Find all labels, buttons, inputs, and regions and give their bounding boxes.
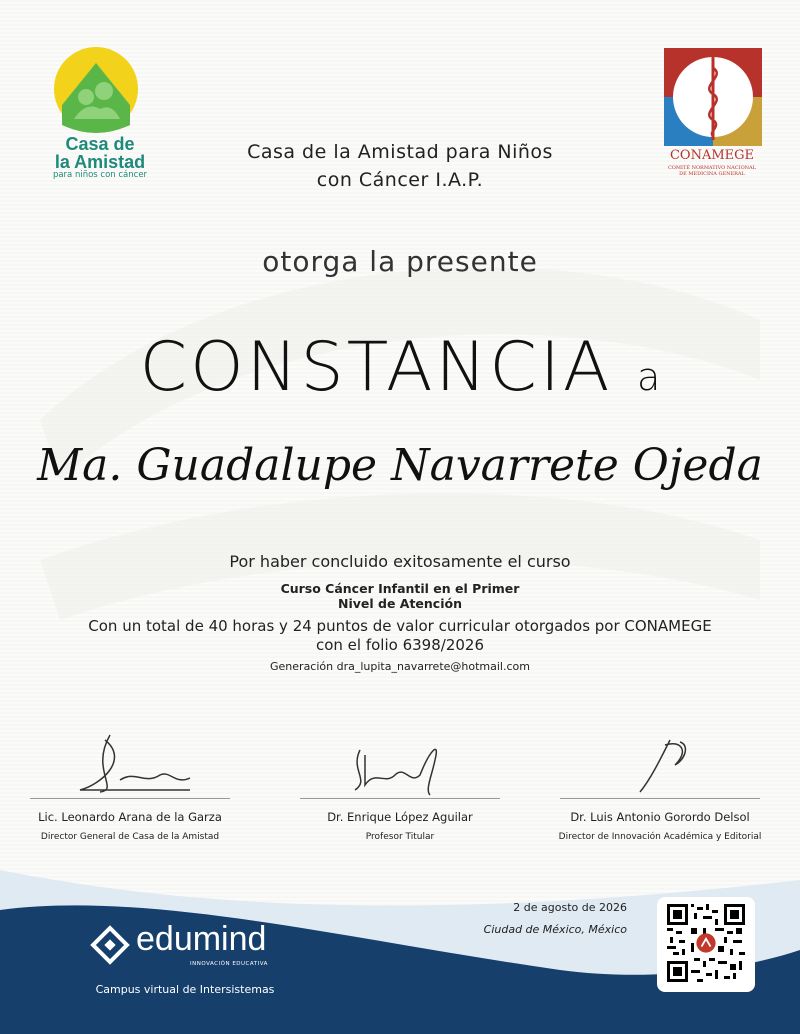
conamege-name: CONAMEGE [669,148,755,163]
edumind-logo-icon [90,925,130,965]
issuer-line2: con Cáncer I.A.P. [316,169,484,191]
signer-role-3: Director de Innovación Académica y Editorial [558,832,762,842]
course-line1: Curso Cáncer Infantil en el Primer [280,581,520,596]
title-main: CONSTANCIA [139,328,613,407]
grants-text: otorga la presente [262,245,538,278]
course-line2: Nivel de Atención [338,596,462,611]
signer-name-3: Dr. Luis Antonio Gorordo Delsol [570,810,750,824]
completion-text: Por haber concluido exitosamente el curso [229,552,571,571]
issue-date: 2 de agosto de 2026 [513,901,627,914]
issuer [0,138,800,194]
casa-logo-line1: Casa de [65,134,135,154]
qr-code-card[interactable] [657,897,755,992]
signer-name-1: Lic. Leonardo Arana de la Garza [38,810,222,824]
signer-name-2: Dr. Enrique López Aguilar [327,810,473,824]
signer-role-1: Director General de Casa de la Amistad [40,832,220,842]
title-suffix: a [637,355,661,399]
edumind-subtitle: INNOVACIÓN EDUCATIVA [190,961,268,967]
signature-3 [580,730,740,800]
casa-amistad-logo [52,45,140,133]
hours-text [0,617,800,655]
issue-city: Ciudad de México, México [483,923,627,936]
course-name [0,581,800,611]
signature-1 [50,730,210,800]
signature-line-1 [30,798,230,799]
signer-role-2: Profesor Titular [365,832,435,842]
casa-logo-line2: la Amistad [54,152,146,172]
conamege-subtitle-line1: COMITÉ NORMATIVO NACIONAL [667,165,756,171]
folio-line: con el folio 6398/2026 [315,636,484,654]
qr-code[interactable] [667,904,745,982]
signature-line-2 [300,798,500,799]
recipient-name: Ma. Guadalupe Navarrete Ojeda [37,440,763,491]
certificate-title [0,328,800,407]
edumind-brand: edumind [136,920,267,958]
casa-logo-tagline: para niños con cáncer [52,170,148,180]
issuer-line1: Casa de la Amistad para Niños [247,141,553,163]
conamege-logo [664,48,762,146]
conamege-subtitle-line2: DE MEDICINA GENERAL [679,171,745,177]
campus-text: Campus virtual de Intersistemas [95,983,275,996]
hours-line: Con un total de 40 horas y 24 puntos de valor curricular otorgados por CONAMEGE [88,617,712,635]
signature-line-3 [560,798,760,799]
generation-text: Generación dra_lupita_navarrete@hotmail.com [270,660,530,673]
signature-2 [320,730,480,800]
